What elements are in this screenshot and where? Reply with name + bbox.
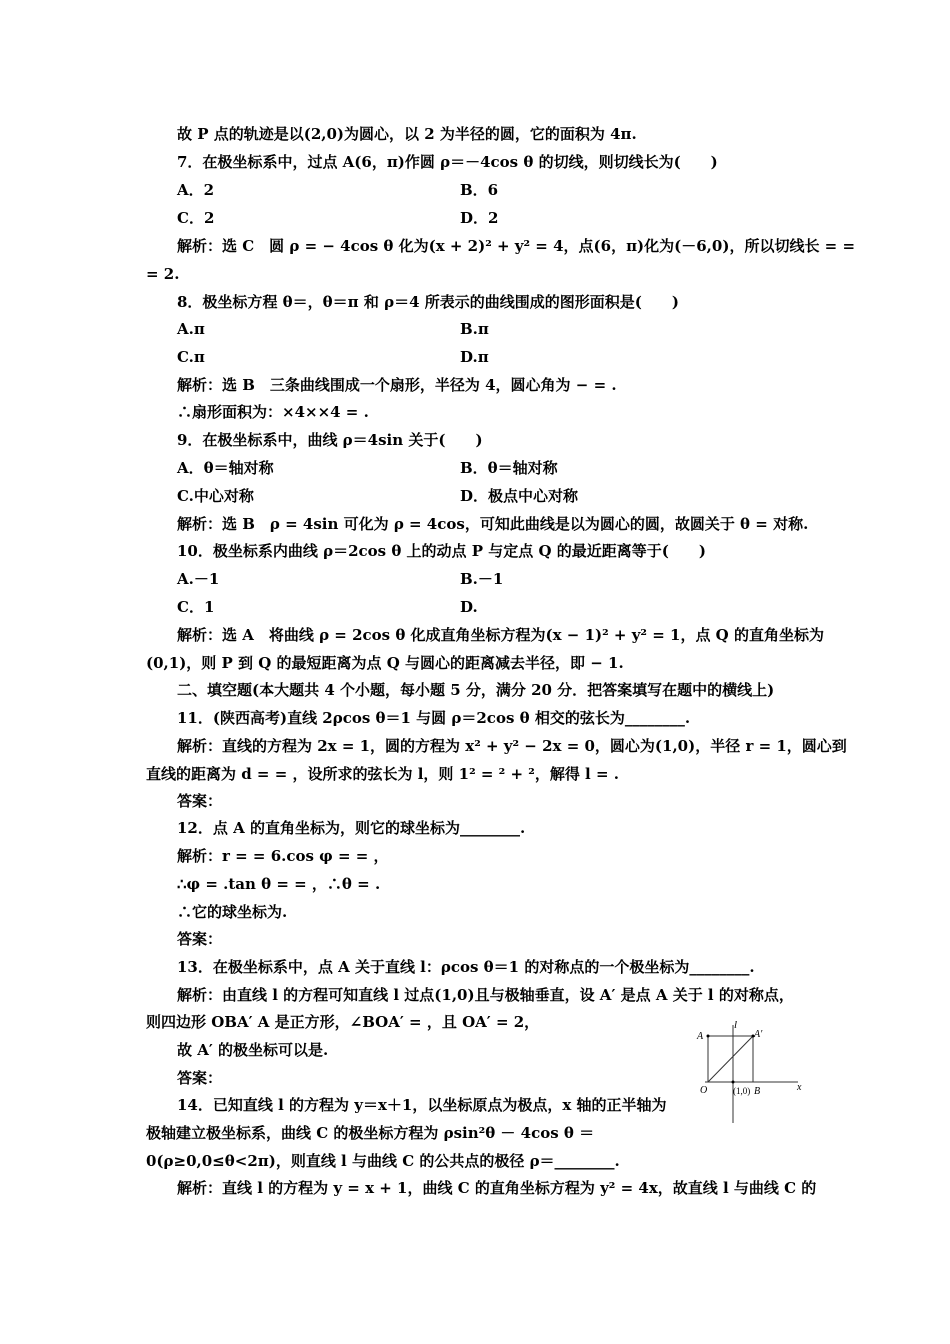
- q13-answer: 答案：: [177, 1069, 223, 1087]
- q8-option-c: C.π: [177, 348, 205, 366]
- q10-option-a: A.－1: [177, 570, 220, 588]
- q11-analysis: 解析：直线的方程为 2x = 1，圆的方程为 x² + y² − 2x = 0，圆心为(1,0)，半径 r = 1，圆心到: [177, 737, 847, 755]
- label-l: l: [734, 1019, 738, 1031]
- text-line: 故 P 点的轨迹是以(2,0)为圆心，以 2 为半径的圆，它的面积为 4π.: [177, 125, 637, 143]
- question-14-cont: 极轴建立极坐标系，曲线 C 的极坐标方程为 ρsin²θ － 4cos θ ＝: [146, 1124, 595, 1142]
- q10-analysis-cont: (0,1)，则 P 到 Q 的最短距离为点 Q 与圆心的距离减去半径，即 − 1.: [146, 654, 624, 672]
- label-1-0: (1,0): [733, 1086, 751, 1096]
- label-x: x: [797, 1082, 802, 1093]
- q9-option-b: B．θ＝轴对称: [460, 459, 558, 477]
- question-12: 12．点 A 的直角坐标为，则它的球坐标为________.: [177, 819, 526, 837]
- label-o: O: [700, 1085, 708, 1096]
- question-14-cont-2: 0(ρ≥0,0≤θ<2π)，则直线 l 与曲线 C 的公共点的极径 ρ＝________.: [146, 1152, 620, 1170]
- q7-analysis-cont: = 2.: [146, 265, 180, 283]
- label-a: A: [697, 1031, 704, 1042]
- question-13: 13．在极坐标系中，点 A 关于直线 l：ρcos θ＝1 的对称点的一个极坐标为________.: [177, 958, 755, 976]
- q8-option-a: A.π: [177, 320, 205, 338]
- diagonal-oa: [708, 1036, 753, 1082]
- q9-option-d: D．极点中心对称: [460, 487, 579, 505]
- q13-analysis: 解析：由直线 l 的方程可知直线 l 过点(1,0)且与极轴垂直，设 A′ 是点 A 关于 l 的对称点，: [177, 986, 794, 1004]
- q10-option-b: B.－1: [460, 570, 504, 588]
- q10-analysis: 解析：选 A 将曲线 ρ = 2cos θ 化成直角坐标方程为(x − 1)² + y² = 1，点 Q 的直角坐标为: [177, 626, 824, 644]
- question-14: 14．已知直线 l 的方程为 y＝x＋1，以坐标原点为极点，x 轴的正半轴为: [177, 1096, 667, 1114]
- point-a: [707, 1035, 710, 1038]
- q12-answer: 答案：: [177, 930, 223, 948]
- q12-analysis: 解析：r = = 6.cos φ = = ，: [177, 847, 389, 865]
- q7-option-a: A．2: [177, 181, 215, 199]
- q9-analysis: 解析：选 B ρ = 4sin 可化为 ρ = 4cos，可知此曲线是以为圆心的圆，故圆关于 θ = 对称.: [177, 515, 809, 533]
- q9-option-c: C.中心对称: [177, 487, 254, 505]
- q13-analysis-3: 故 A′ 的极坐标可以是.: [177, 1041, 329, 1059]
- q8-analysis-cont: ∴扇形面积为：×4××4 = .: [177, 403, 369, 421]
- q10-option-d: D.: [460, 598, 478, 616]
- section-heading: 二、填空题(本大题共 4 个小题，每小题 5 分，满分 20 分．把答案填写在题中的横线上): [177, 681, 775, 699]
- q12-analysis-2: ∴φ = .tan θ = = ，∴θ = .: [177, 875, 381, 893]
- label-b: B: [754, 1086, 761, 1097]
- q10-option-c: C．1: [177, 598, 215, 616]
- question-9: 9．在极坐标系中，曲线 ρ＝4sin 关于( ): [177, 431, 483, 449]
- question-8: 8．极坐标方程 θ＝，θ＝π 和 ρ＝4 所表示的曲线围成的图形面积是( ): [177, 293, 679, 311]
- q7-option-d: D．2: [460, 209, 499, 227]
- q11-answer: 答案：: [177, 792, 223, 810]
- question-10: 10．极坐标系内曲线 ρ＝2cos θ 上的动点 P 与定点 Q 的最近距离等于( ): [177, 542, 706, 560]
- q7-option-b: B．6: [460, 181, 499, 199]
- point-1-0: [732, 1081, 735, 1084]
- q13-analysis-2: 则四边形 OBA′ A 是正方形，∠BOA′ = ，且 OA′ = 2，: [146, 1013, 540, 1031]
- coordinate-figure: [690, 1015, 815, 1125]
- q12-analysis-3: ∴它的球坐标为.: [177, 903, 288, 921]
- question-11: 11．(陕西高考)直线 2ρcos θ＝1 与圆 ρ＝2cos θ 相交的弦长为________.: [177, 709, 691, 727]
- q8-option-d: D.π: [460, 348, 489, 366]
- q11-analysis-cont: 直线的距离为 d = = ，设所求的弦长为 l，则 1² = ² + ²，解得 l = .: [146, 765, 619, 783]
- q8-analysis: 解析：选 B 三条曲线围成一个扇形，半径为 4，圆心角为 − = .: [177, 376, 617, 394]
- q9-option-a: A．θ＝轴对称: [177, 459, 274, 477]
- q7-option-c: C．2: [177, 209, 215, 227]
- q7-analysis: 解析：选 C 圆 ρ = − 4cos θ 化为(x + 2)² + y² = 4，点(6，π)化为(－6,0)，所以切线长 = =: [177, 237, 856, 255]
- q14-analysis: 解析：直线 l 的方程为 y = x + 1，曲线 C 的直角坐标方程为 y² = 4x，故直线 l 与曲线 C 的: [177, 1179, 817, 1197]
- q8-option-b: B.π: [460, 320, 489, 338]
- label-a-prime: A′: [754, 1029, 763, 1040]
- question-7: 7．在极坐标系中，过点 A(6，π)作圆 ρ＝－4cos θ 的切线，则切线长为( ): [177, 153, 718, 171]
